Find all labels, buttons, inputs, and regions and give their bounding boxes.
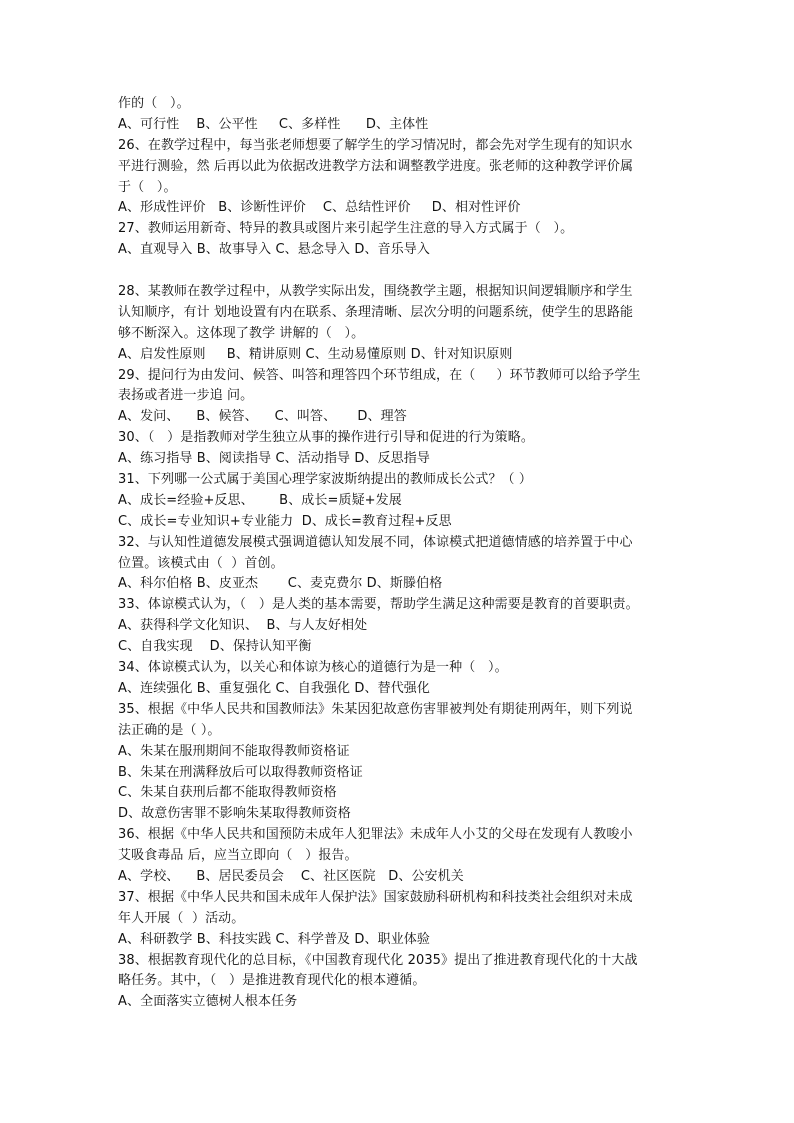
- text-line: 表扬或者进一步追 问。: [118, 388, 254, 404]
- question-36: 36、根据《中华人民共和国预防未成年人犯罪法》未成年人小艾的父母在发现有人教唆小: [118, 827, 633, 843]
- text-line: 艾吸食毒品 后，应当立即向（ ）报告。: [118, 848, 358, 864]
- question-33: 33、体谅模式认为，（ ）是人类的基本需要，帮助学生满足这种需要是教育的首要职责。: [118, 597, 639, 613]
- answer-option: A、朱某在服刑期间不能取得教师资格证: [118, 743, 350, 759]
- answer-options: A、直观导入 B、故事导入 C、悬念导入 D、音乐导入: [118, 242, 430, 258]
- question-28: 28、某教师在教学过程中，从教学实际出发，围绕教学主题，根据知识间逻辑顺序和学生: [118, 284, 633, 300]
- answer-options: A、启发性原则 B、精讲原则 C、生动易懂原则 D、针对知识原则: [118, 346, 513, 362]
- question-38: 38、根据教育现代化的总目标，《中国教育现代化 2035》提出了推进教育现代化的十大战: [118, 952, 638, 968]
- blank-line: [118, 261, 683, 282]
- answer-options: C、自我实现 D、保持认知平衡: [118, 639, 312, 655]
- answer-options: A、学校、 B、居民委员会 C、社区医院 D、公安机关: [118, 868, 464, 884]
- question-27: 27、教师运用新奇、特异的教具或图片来引起学生注意的导入方式属于（ ）。: [118, 221, 574, 237]
- question-34: 34、体谅模式认为，以关心和体谅为核心的道德行为是一种（ ）。: [118, 660, 508, 676]
- answer-options: A、获得科学文化知识、 B、与人友好相处: [118, 618, 368, 634]
- answer-options: A、形成性评价 B、诊断性评价 C、总结性评价 D、相对性评价: [118, 200, 521, 216]
- question-26: 26、在教学过程中，每当张老师想要了解学生的学习情况时，都会先对学生现有的知识水: [118, 137, 633, 153]
- text-line: 作的（ ）。: [118, 96, 190, 111]
- answer-options: A、科尔伯格 B、皮亚杰 C、麦克费尔 D、斯滕伯格: [118, 576, 443, 592]
- question-32: 32、与认知性道德发展模式强调道德认知发展不同，体谅模式把道德情感的培养置于中心: [118, 534, 633, 550]
- text-line: 年人开展（ ）活动。: [118, 910, 245, 926]
- answer-options: A、练习指导 B、阅读指导 C、活动指导 D、反思指导: [118, 451, 430, 467]
- text-line: 平进行测验，然 后再以此为依据改进教学方法和调整教学进度。张老师的这种教学评价属: [118, 158, 634, 174]
- text-line: 够不断深入。这体现了教学 讲解的（ ）。: [118, 325, 365, 341]
- answer-options: A、连续强化 B、重复强化 C、自我强化 D、替代强化: [118, 680, 430, 696]
- text-line: 略任务。其中，（ ）是推进教育现代化的根本遵循。: [118, 973, 426, 989]
- question-31: 31、下列哪一公式属于美国心理学家波斯纳提出的教师成长公式？（ ）: [118, 472, 532, 488]
- text-line: 于（ ）。: [118, 179, 177, 195]
- answer-options: C、成长=专业知识+专业能力 D、成长=教育过程+反思: [118, 513, 452, 529]
- answer-option: D、故意伤害罪不影响朱某取得教师资格: [118, 806, 351, 822]
- answer-options: A、发问、 B、候答、 C、叫答、 D、理答: [118, 409, 407, 425]
- answer-option: B、朱某在刑满释放后可以取得教师资格证: [118, 764, 363, 780]
- text-line: 位置。该模式由（ ）首创。: [118, 555, 284, 571]
- text-line: 法正确的是（ ）。: [118, 722, 221, 738]
- document-page: [118, 94, 683, 1013]
- answer-option: A、全面落实立德树人根本任务: [118, 994, 298, 1010]
- answer-options: A、科研教学 B、科技实践 C、科学普及 D、职业体验: [118, 931, 430, 947]
- answer-option: C、朱某自获刑后都不能取得教师资格: [118, 785, 337, 801]
- question-37: 37、根据《中华人民共和国未成年人保护法》国家鼓励科研机构和科技类社会组织对未成: [118, 889, 633, 905]
- question-29: 29、提问行为由发问、候答、叫答和理答四个环节组成，在（ ）环节教师可以给予学生: [118, 367, 641, 383]
- answer-options: A、成长=经验+反思、 B、成长=质疑+发展: [118, 492, 402, 508]
- question-35: 35、根据《中华人民共和国教师法》朱某因犯故意伤害罪被判处有期徒刑两年，则下列说: [118, 701, 633, 717]
- text-line: 认知顺序，有计 划地设置有内在联系、条理清晰、层次分明的问题系统，使学生的思路能: [118, 304, 634, 320]
- answer-options: A、可行性 B、公平性 C、多样性 D、主体性: [118, 116, 429, 132]
- question-30: 30、（ ）是指教师对学生独立从事的操作进行引导和促进的行为策略。: [118, 430, 534, 446]
